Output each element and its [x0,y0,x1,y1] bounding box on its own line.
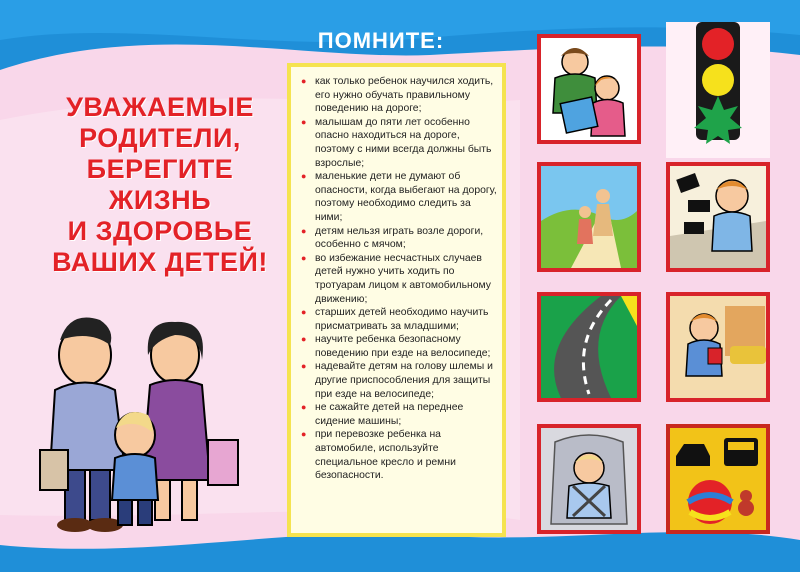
list-item: ● как только ребенок научился ходить, его нужно обучать правильному поведению на дороге; [301,75,498,116]
car-seat-child-icon [537,424,641,534]
tips-list [291,67,502,483]
traffic-light-icon [666,22,770,158]
list-item: ● маленькие дети не думают об опасности, когда выбегают на дорогу, поэтому необходимо следить за ними; [301,170,498,224]
zebra-boy-icon [666,162,770,272]
list-item: ● детям нельзя играть возле дороги, особенно с мячом; [301,225,498,252]
list-item: ● надевайте детям на голову шлемы и другие приспособления для защиты при езде на велосипеде; [301,360,498,401]
tips-box [287,63,506,537]
poster-title [40,92,280,278]
list-item: ● малышам до пяти лет особенно опасно находиться на дороге, поэтому с ними всегда должны быть взрослые; [301,116,498,170]
remember-heading: ПОМНИТЕ: [317,28,445,53]
title-line: И ЗДОРОВЬЕ [67,216,253,246]
family-illustration [30,300,260,540]
title-line: УВАЖАЕМЫЕ [66,92,254,122]
list-item: ● во избежание несчастных случаев детей нужно учить ходить по тротуарам лицом к автомобильному движению; [301,252,498,306]
car-bus-ball-icon [666,424,770,534]
list-item: ● при перевозке ребенка на автомобиле, используйте специальное кресло и ремни безопасности. [301,428,498,482]
road-icon [537,292,641,402]
title-line: РОДИТЕЛИ, [79,123,241,153]
list-item: ● научите ребенка безопасному поведению при езде на велосипеде; [301,333,498,360]
title-line: ВАШИХ ДЕТЕЙ! [52,247,268,277]
list-item: ● не сажайте детей на переднее сидение машины; [301,401,498,428]
street-boy-icon [666,292,770,402]
list-item: ● старших детей необходимо научить присматривать за младшими; [301,306,498,333]
crossing-pedestrians-icon [537,162,641,272]
reading-family-icon [537,34,641,144]
title-line: БЕРЕГИТЕ ЖИЗНЬ [86,154,234,215]
